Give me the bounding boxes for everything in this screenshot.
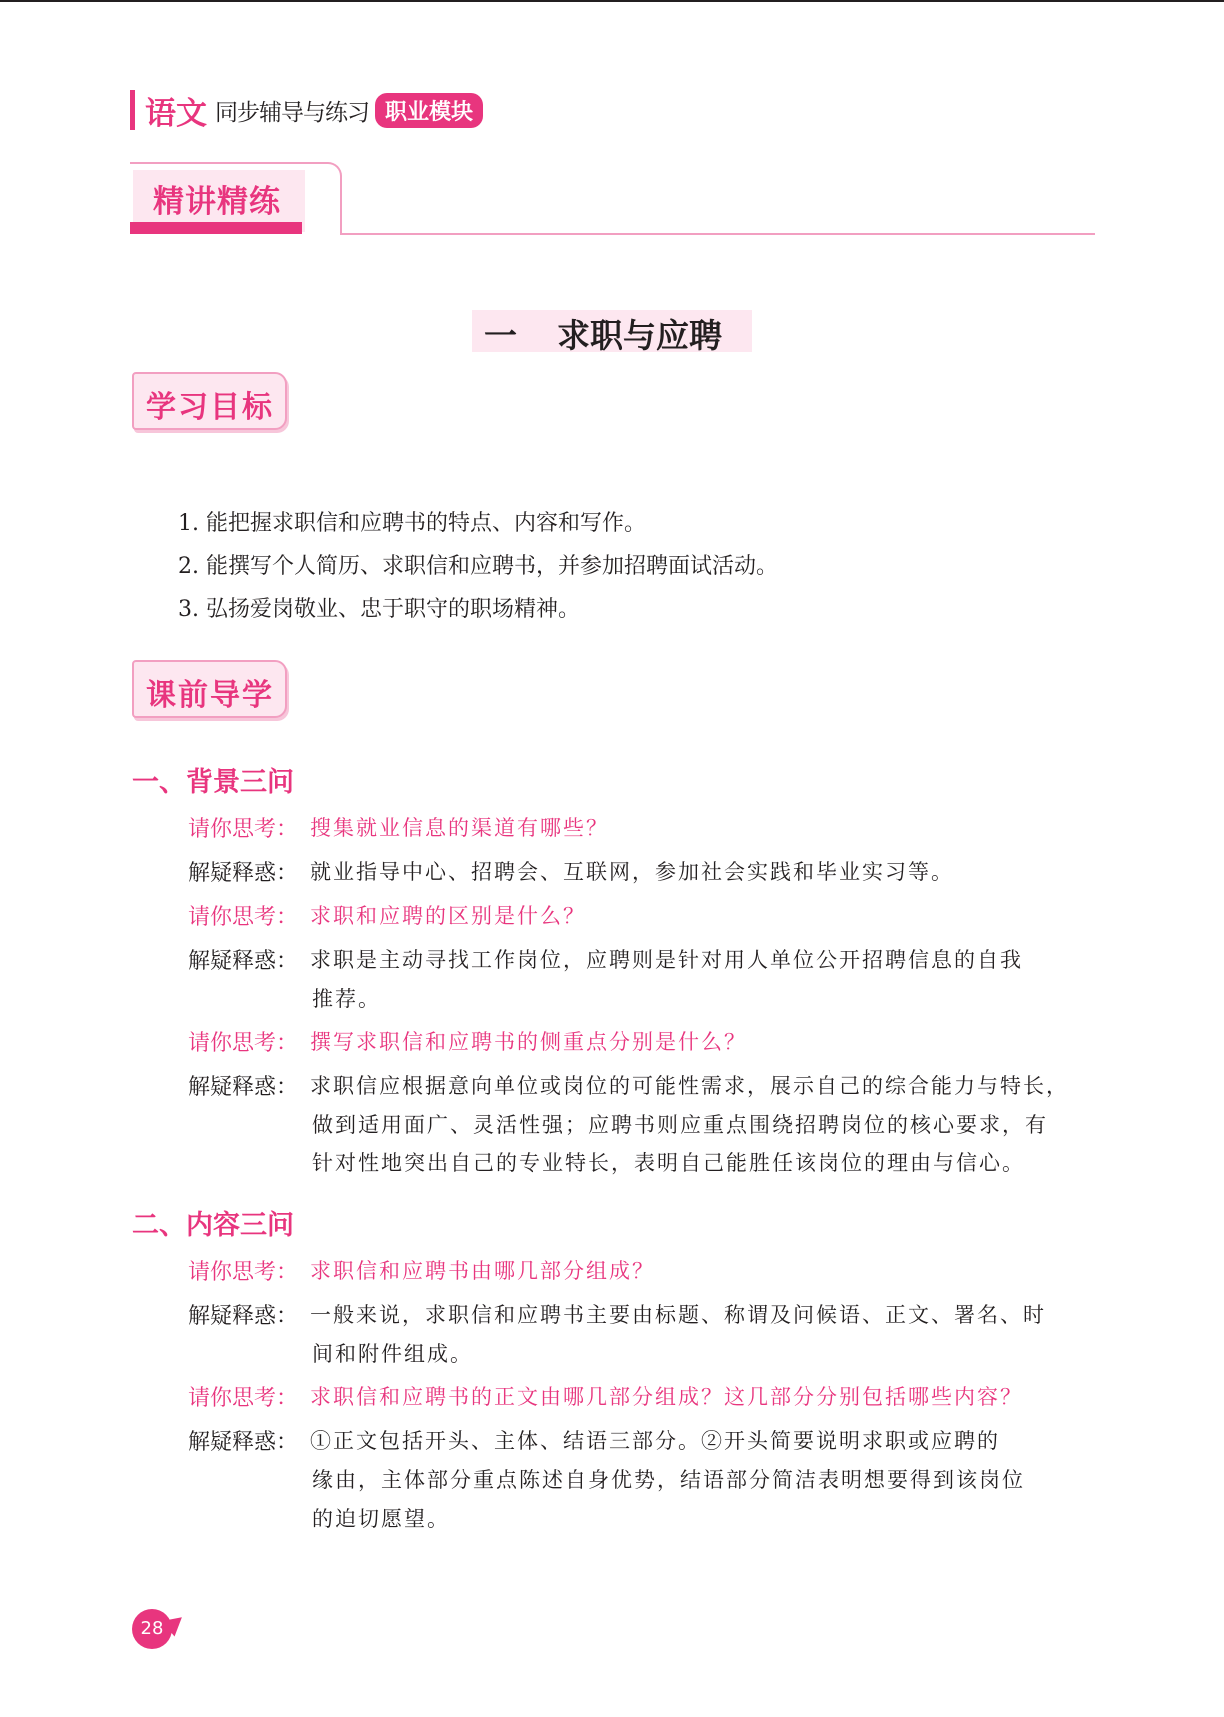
book-header (130, 92, 483, 132)
section-tab-underline (130, 222, 302, 234)
lesson-name: 求职与应聘 (557, 316, 722, 355)
answer-label: 解疑释惑： (188, 1304, 299, 1329)
question-label: 请你思考： (188, 905, 299, 930)
preview-heading-box (132, 660, 287, 718)
top-border (0, 0, 1224, 2)
answer-text: 求职信应根据意向单位或岗位的可能性需求，展示自己的综合能力与特长， (310, 1074, 1069, 1098)
question-label: 请你思考： (188, 1260, 299, 1285)
goal-item: 3. 弘扬爱岗敬业、忠于职守的职场精神。 (178, 597, 580, 622)
goal-item: 1. 能把握求职信和应聘书的特点、内容和写作。 (178, 511, 646, 536)
group-title-background: 一、背景三问 (132, 767, 294, 798)
answer-text-continued: 做到适用面广、灵活性强；应聘书则应重点围绕招聘岗位的核心要求，有 (312, 1113, 1048, 1137)
question-text: 求职信和应聘书的正文由哪几部分组成？这几部分分别包括哪些内容？ (310, 1385, 1023, 1409)
answer-text: ①正文包括开头、主体、结语三部分。②开头简要说明求职或应聘的 (310, 1429, 1000, 1453)
answer-text-continued: 针对性地突出自己的专业特长，表明自己能胜任该岗位的理由与信心。 (312, 1151, 1025, 1175)
answer-text-continued: 的迫切愿望。 (312, 1507, 450, 1531)
answer-label: 解疑释惑： (188, 1075, 299, 1100)
page-number: 28 (132, 1609, 172, 1649)
header-subject: 语文 (145, 95, 207, 132)
goals-heading: 学习目标 (146, 390, 274, 425)
header-book-title: 同步辅导与练习 (215, 99, 369, 126)
section-rule (340, 233, 1095, 235)
question-text: 搜集就业信息的渠道有哪些？ (310, 816, 609, 840)
group-title-content: 二、内容三问 (132, 1210, 294, 1241)
answer-text-continued: 缘由，主体部分重点陈述自身优势，结语部分简洁表明想要得到该岗位 (312, 1468, 1025, 1492)
answer-label: 解疑释惑： (188, 1430, 299, 1455)
header-module-badge: 职业模块 (375, 93, 483, 128)
answer-label: 解疑释惑： (188, 949, 299, 974)
goals-heading-box (132, 372, 287, 430)
question-text: 撰写求职信和应聘书的侧重点分别是什么？ (310, 1030, 747, 1054)
question-label: 请你思考： (188, 1031, 299, 1056)
answer-text-continued: 间和附件组成。 (312, 1342, 473, 1366)
header-accent-bar (130, 90, 135, 130)
question-label: 请你思考： (188, 817, 299, 842)
lesson-title (484, 310, 722, 357)
lesson-number: 一 (484, 316, 517, 355)
question-label: 请你思考： (188, 1386, 299, 1411)
goal-item: 2. 能撰写个人简历、求职信和应聘书，并参加招聘面试活动。 (178, 554, 778, 579)
answer-text: 求职是主动寻找工作岗位，应聘则是针对用人单位公开招聘信息的自我 (310, 948, 1023, 972)
answer-text: 就业指导中心、招聘会、互联网，参加社会实践和毕业实习等。 (310, 860, 954, 884)
answer-label: 解疑释惑： (188, 861, 299, 886)
preview-heading: 课前导学 (146, 678, 274, 713)
section-tab-label: 精讲精练 (153, 184, 281, 220)
question-text: 求职和应聘的区别是什么？ (310, 904, 586, 928)
answer-text-continued: 推荐。 (312, 987, 381, 1011)
answer-text: 一般来说，求职信和应聘书主要由标题、称谓及问候语、正文、署名、时 (310, 1303, 1046, 1327)
question-text: 求职信和应聘书由哪几部分组成？ (310, 1259, 655, 1283)
